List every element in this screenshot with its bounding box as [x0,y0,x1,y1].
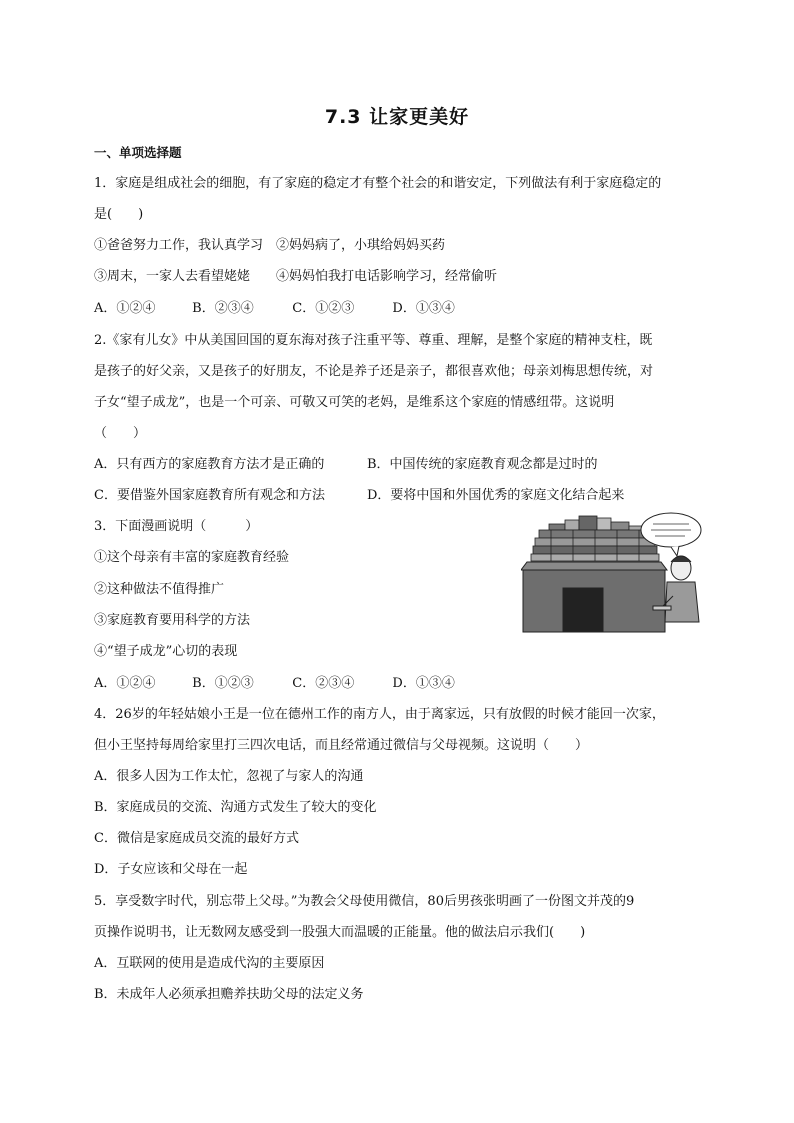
q2-stem-line-1: 2.《家有儿女》中从美国回国的夏东海对孩子注重平等、尊重、理解，是整个家庭的精神支柱，既 [94,333,653,348]
q4-option-d: D．子女应该和父母在一起 [94,862,248,877]
q3-option-a: A．①②④ [94,676,156,691]
q3-statement-1: ①这个母亲有丰富的家庭教育经验 [94,550,290,565]
q3-option-d: D．①③④ [392,676,455,691]
q1-option-a: A．①②④ [94,301,156,316]
q2-option-a: A．只有西方的家庭教育方法才是正确的 [94,457,325,472]
q5-stem-line-2: 页操作说明书，让无数网友感受到一股强大而温暖的正能量。他的做法启示我们( ) [94,925,586,940]
q3-option-b: B．①②③ [192,676,254,691]
desk-illustration [521,562,667,632]
q5-option-b: B．未成年人必须承担赡养扶助父母的法定义务 [94,987,364,1002]
q1-option-d: D．①③④ [392,301,455,316]
q3-stem: 3．下面漫画说明（ ） [94,519,259,534]
q1-stem-line-1: 1．家庭是组成社会的细胞，有了家庭的稳定才有整个社会的和谐安定，下列做法有利于家庭稳定的 [94,176,662,191]
q1-option-b: B．②③④ [192,301,254,316]
q3-statement-3: ③家庭教育要用科学的方法 [94,613,251,628]
q1-option-c: C．①②③ [292,301,355,316]
comic-illustration [521,510,703,634]
q2-option-d: D．要将中国和外国优秀的家庭文化结合起来 [367,488,625,503]
page-title: 7.3 让家更美好 [324,106,470,128]
q3-statement-4: ④“望子成龙”心切的表现 [94,644,238,659]
q2-stem-line-3: 子女“望子成龙”，也是一个可亲、可敬又可笑的老妈，是维系这个家庭的情感纽带。这说明 [94,395,615,410]
q5-option-a: A．互联网的使用是造成代沟的主要原因 [94,956,325,971]
section-heading: 一、单项选择题 [94,145,182,160]
q4-option-b: B．家庭成员的交流、沟通方式发生了较大的变化 [94,800,377,815]
q3-option-c: C．②③④ [292,676,355,691]
q2-option-b: B．中国传统的家庭教育观念都是过时的 [367,457,598,472]
q1-statement-2: ③周末，一家人去看望姥姥 ④妈妈怕我打电话影响学习，经常偷听 [94,269,498,284]
q4-stem-line-1: 4．26岁的年轻姑娘小王是一位在德州工作的南方人，由于离家远，只有放假的时候才能回一次家， [94,707,665,722]
book-stack-illustration [531,516,659,561]
q3-options [94,676,455,692]
q1-stem-line-2: 是( ) [94,207,144,222]
q3-statement-2: ②这种做法不值得推广 [94,582,225,597]
q5-stem-line-1: 5．享受数字时代，别忘带上父母。”为教会父母使用微信，80后男孩张明画了一份图文并茂的9 [94,894,635,909]
q2-stem-line-2: 是孩子的好父亲，又是孩子的好朋友，不论是养子还是亲子，都很喜欢他；母亲刘梅思想传统，对 [94,364,654,379]
q4-stem-line-2: 但小王坚持每周给家里打三四次电话，而且经常通过微信与父母视频。这说明（ ） [94,738,589,753]
q1-options [94,301,455,317]
q2-stem-line-4: （ ） [94,426,147,441]
q1-statement-1: ①爸爸努力工作，我认真学习 ②妈妈病了，小琪给妈妈买药 [94,238,446,253]
q4-option-a: A．很多人因为工作太忙，忽视了与家人的沟通 [94,769,364,784]
q4-option-c: C．微信是家庭成员交流的最好方式 [94,831,299,846]
q2-option-c: C．要借鉴外国家庭教育所有观念和方法 [94,488,325,503]
